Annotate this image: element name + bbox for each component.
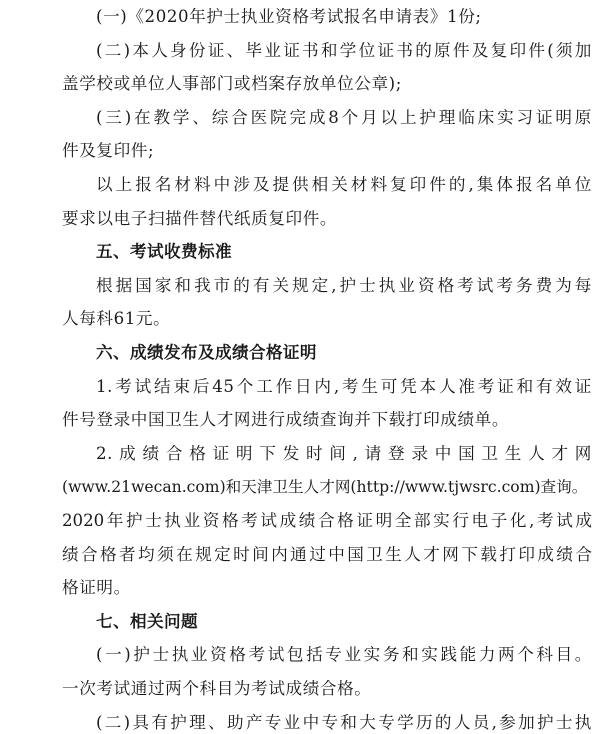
section-heading-results: 六、成绩发布及成绩合格证明 (96, 343, 317, 362)
results-item-2-websites: (www.21wecan.com)和天津卫生人才网(http://www.tjwsrc.com)查询。 (62, 478, 588, 497)
item-1-application-form: (一)《2020年护士执业资格考试报名申请表》1份; (96, 7, 482, 26)
section-heading-issues: 七、相关问题 (96, 611, 198, 631)
item-3-internship-line2: 件及复印件; (62, 141, 155, 161)
item-2-id-documents-line2: 盖学校或单位人事部门或档案存放单位公章); (62, 74, 402, 94)
item-3-internship-line1: (三)在教学、综合医院完成8个月以上护理临床实习证明原 (96, 107, 592, 127)
results-item-2-line1: 2.成绩合格证明下发时间,请登录中国卫生人才网 (96, 443, 592, 463)
results-item-1-line1: 1.考试结束后45个工作日内,考生可凭本人准考证和有效证 (96, 376, 592, 396)
results-item-2-line3: 2020年护士执业资格考试成绩合格证明全部实行电子化,考试成 (62, 511, 592, 530)
fees-paragraph-line2: 人每科61元。 (62, 309, 171, 329)
scan-note-line2: 要求以电子扫描件替代纸质复印件。 (62, 208, 338, 228)
results-item-1-line2: 件号登录中国卫生人才网进行成绩查询并下载打印成绩单。 (62, 410, 510, 430)
results-item-2-line4: 绩合格者均须在规定时间内通过中国卫生人才网下载打印成绩合 (62, 544, 592, 564)
fees-paragraph-line1: 根据国家和我市的有关规定,护士执业资格考试考务费为每 (96, 275, 592, 295)
section-heading-fees: 五、考试收费标准 (96, 242, 232, 262)
issues-item-2-line1: (二)具有护理、助产专业中专和大专学历的人员,参加护士执 (96, 712, 592, 732)
results-item-2-line5: 格证明。 (62, 578, 131, 598)
item-2-id-documents-line1: (二)本人身份证、毕业证书和学位证书的原件及复印件(须加 (96, 40, 592, 60)
issues-item-1-line1: (一)护士执业资格考试包括专业实务和实践能力两个科目。 (96, 645, 592, 665)
issues-item-1-line2: 一次考试通过两个科目为考试成绩合格。 (62, 679, 372, 698)
scan-note-line1: 以上报名材料中涉及提供相关材料复印件的,集体报名单位 (96, 175, 592, 194)
